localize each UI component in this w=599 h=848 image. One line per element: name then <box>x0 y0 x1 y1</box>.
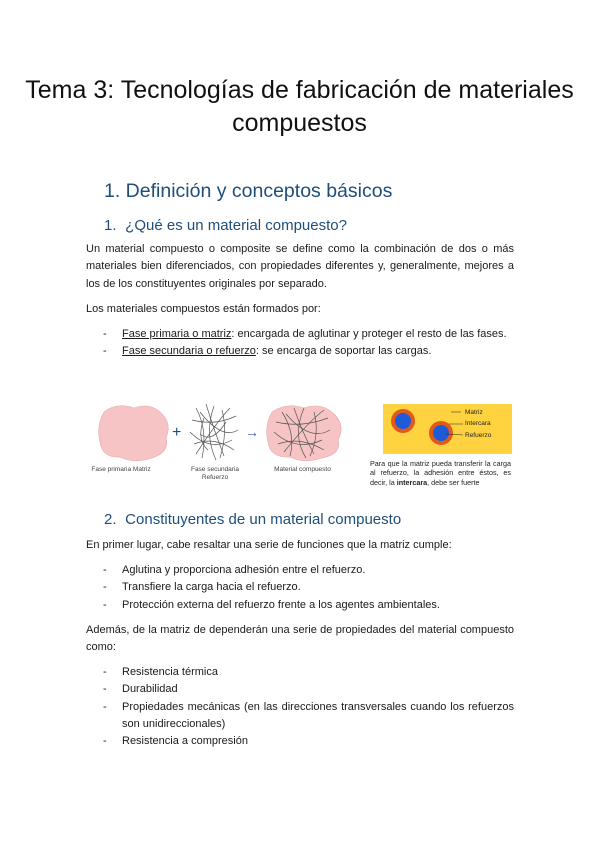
list-item: - Resistencia a compresión <box>86 733 514 750</box>
functions-list <box>86 562 514 614</box>
list-item: - Propiedades mecánicas (en las direcciones transversales cuando los refuerzos son unidireccionales) <box>86 699 514 734</box>
subsection-heading-what-is <box>104 217 347 234</box>
subsection-heading-constituents <box>104 511 401 528</box>
functions-intro: En primer lugar, cabe resaltar una serie de funciones que la matriz cumple: <box>86 539 452 551</box>
list-item: - Resistencia térmica <box>86 664 514 681</box>
term-description: : encargada de aglutinar y proteger el resto de las fases. <box>231 328 507 340</box>
figure-caption <box>370 459 511 487</box>
arrow-icon: → <box>245 424 259 440</box>
definition-paragraph: Un material compuesto o composite se define como la combinación de dos o más materiales bien diferenciados, con propiedades diferentes y, generalmente, mejores a los de los constituyentes originales por separado. <box>86 243 514 290</box>
fibers-icon <box>190 404 238 460</box>
legend-matrix: Matriz <box>465 409 483 416</box>
list-item: - Transfiere la carga hacia el refuerzo. <box>86 579 514 596</box>
matrix-blob <box>99 406 169 461</box>
list-item <box>86 343 514 360</box>
legend-refuerzo: Refuerzo <box>465 432 492 439</box>
caption-text-end: , debe ser fuerte <box>427 477 480 487</box>
label-matrix: Fase primaria Matriz <box>91 466 151 473</box>
term-description: : se encarga de soportar las cargas. <box>255 345 432 358</box>
subsection-title: Constituyentes de un material compuesto <box>125 511 402 528</box>
page-title: Tema 3: Tecnologías de fabricación de materiales compuestos <box>25 76 574 137</box>
list-item: - Durabilidad <box>86 681 514 698</box>
interface-diagram <box>383 404 512 454</box>
properties-intro: Además, de la matriz de dependerán una serie de propiedades del material compuesto como: <box>86 624 514 654</box>
composite-diagram <box>96 400 356 465</box>
caption-text: Para que la matriz pueda transferir la carga al refuerzo, la adhesión entre éstos, es decir, la <box>370 459 511 487</box>
label-reinforcement: Fase secundaria Refuerzo <box>190 466 240 481</box>
subsection-number: 1. <box>104 217 117 234</box>
fiber-core <box>433 425 449 441</box>
plus-sign: + <box>172 424 182 441</box>
subsection-number: 2. <box>104 511 117 528</box>
fiber-core <box>395 413 411 429</box>
interface-circles <box>383 404 512 454</box>
section-heading-definition: 1. Definición y conceptos básicos <box>104 180 393 202</box>
list-item: - Protección externa del refuerzo frente a los agentes ambientales. <box>86 597 514 614</box>
caption-bold: intercara <box>396 477 428 487</box>
list-item <box>86 326 514 343</box>
subsection-title: ¿Qué es un material compuesto? <box>125 217 347 234</box>
legend-intercara: Intercara <box>465 420 491 427</box>
formed-by-paragraph: Los materiales compuestos están formados por: <box>86 303 321 315</box>
properties-list <box>86 664 514 750</box>
term-matrix: Fase primaria o matriz <box>122 328 232 340</box>
list-item: - Aglutina y proporciona adhesión entre el refuerzo. <box>86 562 514 579</box>
phases-list <box>86 326 514 361</box>
label-composite: Material compuesto <box>274 466 331 473</box>
term-reinforcement: Fase secundaria o refuerzo <box>122 345 256 358</box>
